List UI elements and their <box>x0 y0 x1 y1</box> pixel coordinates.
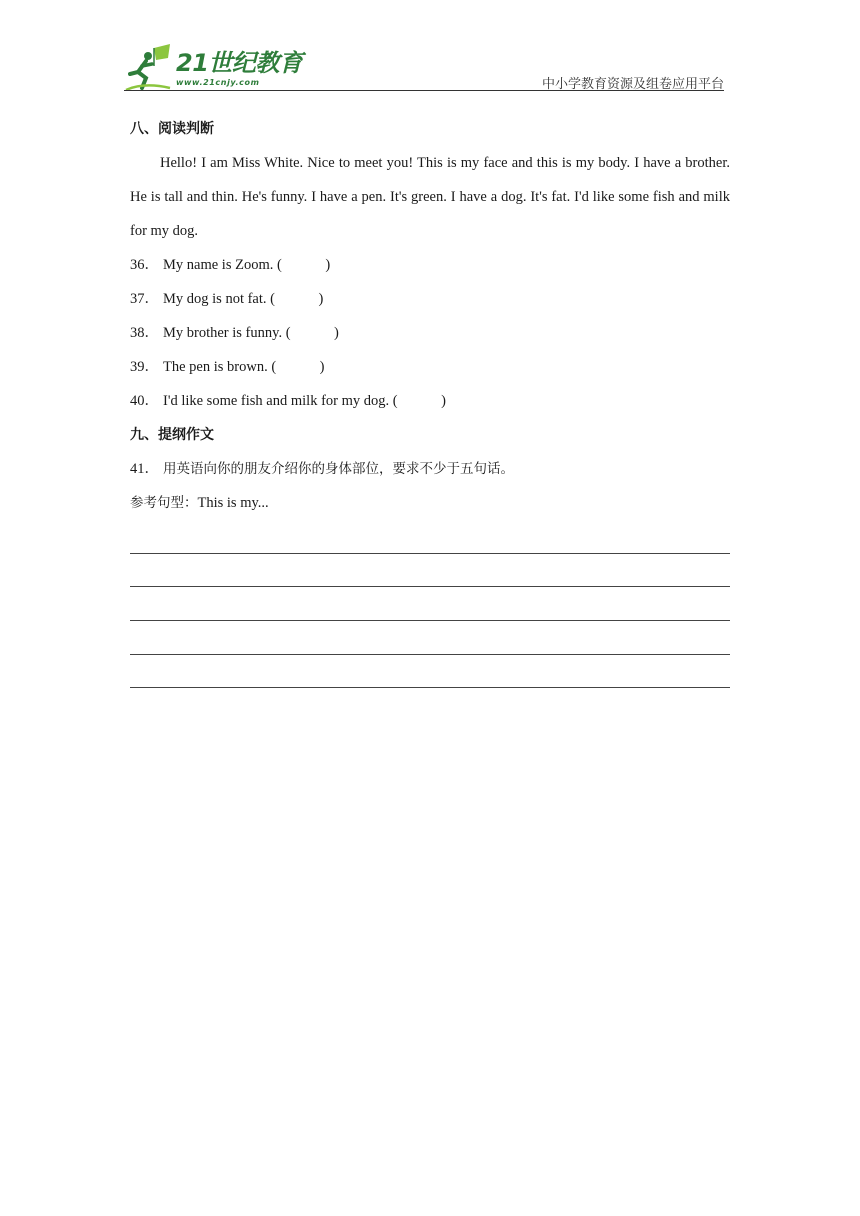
question-38 <box>130 316 730 350</box>
writing-line[interactable] <box>130 587 730 621</box>
writing-line[interactable] <box>130 621 730 655</box>
question-number: 37． <box>130 291 159 307</box>
header-divider <box>124 90 724 91</box>
question-39 <box>130 350 730 384</box>
answer-blank[interactable] <box>398 393 442 409</box>
question-number: 41． <box>130 461 159 477</box>
answer-blank[interactable] <box>282 257 326 273</box>
paren-close: ) <box>319 359 325 375</box>
hint-text: This is my... <box>197 495 269 511</box>
logo <box>124 44 303 92</box>
answer-blank[interactable] <box>275 291 319 307</box>
question-37 <box>130 282 730 316</box>
question-text: My name is Zoom. ( <box>163 257 282 273</box>
answer-blank[interactable] <box>276 359 320 375</box>
question-text: 用英语向你的朋友介绍你的身体部位，要求不少于五句话。 <box>163 461 514 477</box>
question-text: The pen is brown. ( <box>163 359 277 375</box>
page-header <box>124 40 724 92</box>
writing-line[interactable] <box>130 520 730 554</box>
writing-line[interactable] <box>130 655 730 689</box>
writing-line[interactable] <box>130 554 730 588</box>
question-number: 38． <box>130 325 159 341</box>
question-text: I'd like some fish and milk for my dog. ( <box>163 393 398 409</box>
question-number: 36． <box>130 257 159 273</box>
logo-url: www.21cnjy.com <box>176 78 260 87</box>
question-41 <box>130 452 730 486</box>
question-number: 40． <box>130 393 159 409</box>
logo-text: 21世纪教育 <box>176 49 303 77</box>
paren-close: ) <box>318 291 324 307</box>
question-40 <box>130 384 730 418</box>
runner-icon <box>124 44 174 92</box>
paren-close: ) <box>334 325 339 341</box>
reference-pattern <box>130 486 730 520</box>
answer-blank[interactable] <box>291 325 335 341</box>
question-text: My brother is funny. ( <box>163 325 291 341</box>
section-9-title: 九、提纲作文 <box>130 427 214 443</box>
exam-content <box>130 112 730 688</box>
reading-passage: Hello! I am Miss White. Nice to meet you! This is my face and this is my body. I have a brother. He is tall and thin. He's funny. I have a pen. It's green. I have a dog. It's fat. I'd like some fish and milk for my dog. <box>130 155 730 239</box>
hint-label: 参考句型： <box>130 495 198 511</box>
paren-close: ) <box>441 393 446 409</box>
platform-name: 中小学教育资源及组卷应用平台 <box>541 76 724 91</box>
question-text: My dog is not fat. ( <box>163 291 275 307</box>
section-8-title: 八、阅读判断 <box>130 121 214 137</box>
question-36 <box>130 248 730 282</box>
paren-close: ) <box>325 257 331 273</box>
question-number: 39． <box>130 359 159 375</box>
